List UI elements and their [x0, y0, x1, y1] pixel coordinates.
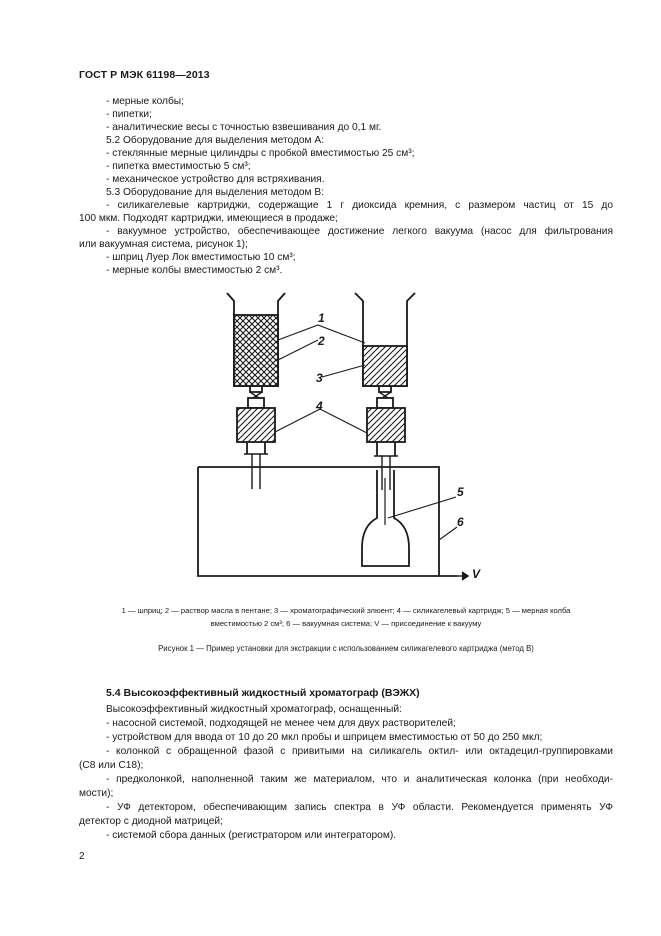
- list-item-continuation: мости);: [79, 788, 114, 799]
- list-item: - стеклянные мерные цилиндры с пробкой вместимостью 25 см³;: [106, 148, 415, 159]
- label-5: 5: [457, 485, 464, 499]
- list-item: - механическое устройство для встряхивания.: [106, 174, 325, 185]
- list-item: - пипетка вместимостью 5 см³;: [106, 161, 251, 172]
- label-4: 4: [316, 399, 323, 413]
- list-item: - вакуумное устройство, обеспечивающее достижение легкого вакуума (насос для фильтрования: [106, 226, 613, 237]
- oil-solution-fill: [234, 315, 278, 386]
- list-item-continuation: 100 мкм. Подходят картриджи, имеющиеся в продаже;: [79, 213, 338, 224]
- right-cartridge: [367, 408, 405, 490]
- left-syringe: [227, 293, 285, 408]
- list-item: - мерные колбы;: [106, 96, 184, 107]
- list-item: - устройством для ввода от 10 до 20 мкл пробы и шприцем вместимостью от 50 до 250 мкл;: [106, 732, 543, 743]
- list-item: - силикагелевые картриджи, содержащие 1 г диоксида кремния, с размером частиц от 15 до: [106, 200, 613, 211]
- document-header: ГОСТ Р МЭК 61198—2013: [79, 69, 210, 81]
- volumetric-flask: [362, 470, 409, 566]
- label-6: 6: [457, 515, 464, 529]
- section-heading: 5.4 Высокоэффективный жидкостный хроматограф (ВЭЖХ): [106, 687, 420, 699]
- label-v: V: [472, 567, 481, 581]
- subsection-heading: 5.2 Оборудование для выделения методом А:: [106, 135, 325, 146]
- label-1: 1: [318, 311, 325, 325]
- list-item: - предколонкой, наполненной таким же материалом, что и аналитическая колонка (при необходи-: [106, 774, 613, 785]
- list-item: - УФ детектором, обеспечивающим запись спектра в УФ области. Рекомендуется применять УФ: [106, 802, 613, 813]
- page-number: 2: [79, 851, 85, 862]
- list-item: - насосной системой, подходящей не менее чем для двух растворителей;: [106, 718, 456, 729]
- eluent-fill: [363, 346, 407, 386]
- list-item-continuation: или вакуумная система, рисунок 1);: [79, 239, 248, 250]
- left-cartridge: [237, 408, 275, 489]
- list-item: - пипетки;: [106, 109, 152, 120]
- subsection-heading: 5.3 Оборудование для выделения методом В:: [106, 187, 325, 198]
- list-item: - аналитические весы с точностью взвешивания до 0,1 мг.: [106, 122, 382, 133]
- figure-title: Рисунок 1 — Пример установки для экстракции с использованием силикагелевого картриджа (метод В): [158, 644, 534, 653]
- list-item-continuation: детектор с диодной матрицей;: [79, 816, 223, 827]
- list-item: - шприц Луер Лок вместимостью 10 см³;: [106, 252, 296, 263]
- list-item: - колонкой с обращенной фазой с привитыми на силикагель октил- или октадецил-группировками: [106, 746, 613, 757]
- paragraph-line: Высокоэффективный жидкостный хроматограф, оснащенный:: [106, 704, 402, 715]
- list-item: - системой сбора данных (регистратором или интегратором).: [106, 830, 397, 841]
- right-syringe: [355, 293, 415, 408]
- list-item-continuation: (С8 или С18);: [79, 760, 144, 771]
- label-2: 2: [318, 334, 325, 348]
- list-item: - мерные колбы вместимостью 2 см³.: [106, 265, 283, 276]
- figure-legend-line-1: 1 — шприц; 2 — раствор масла в пентане; 3 — хроматографический элюент; 4 — силикагелевый картридж; 5 — мерная колба: [121, 606, 571, 615]
- vacuum-system-outline: [198, 467, 457, 576]
- figure-legend-line-2: вместимостью 2 см³; 6 — вакуумная система; V — присоединение к вакууму: [210, 619, 482, 628]
- label-3: 3: [316, 371, 323, 385]
